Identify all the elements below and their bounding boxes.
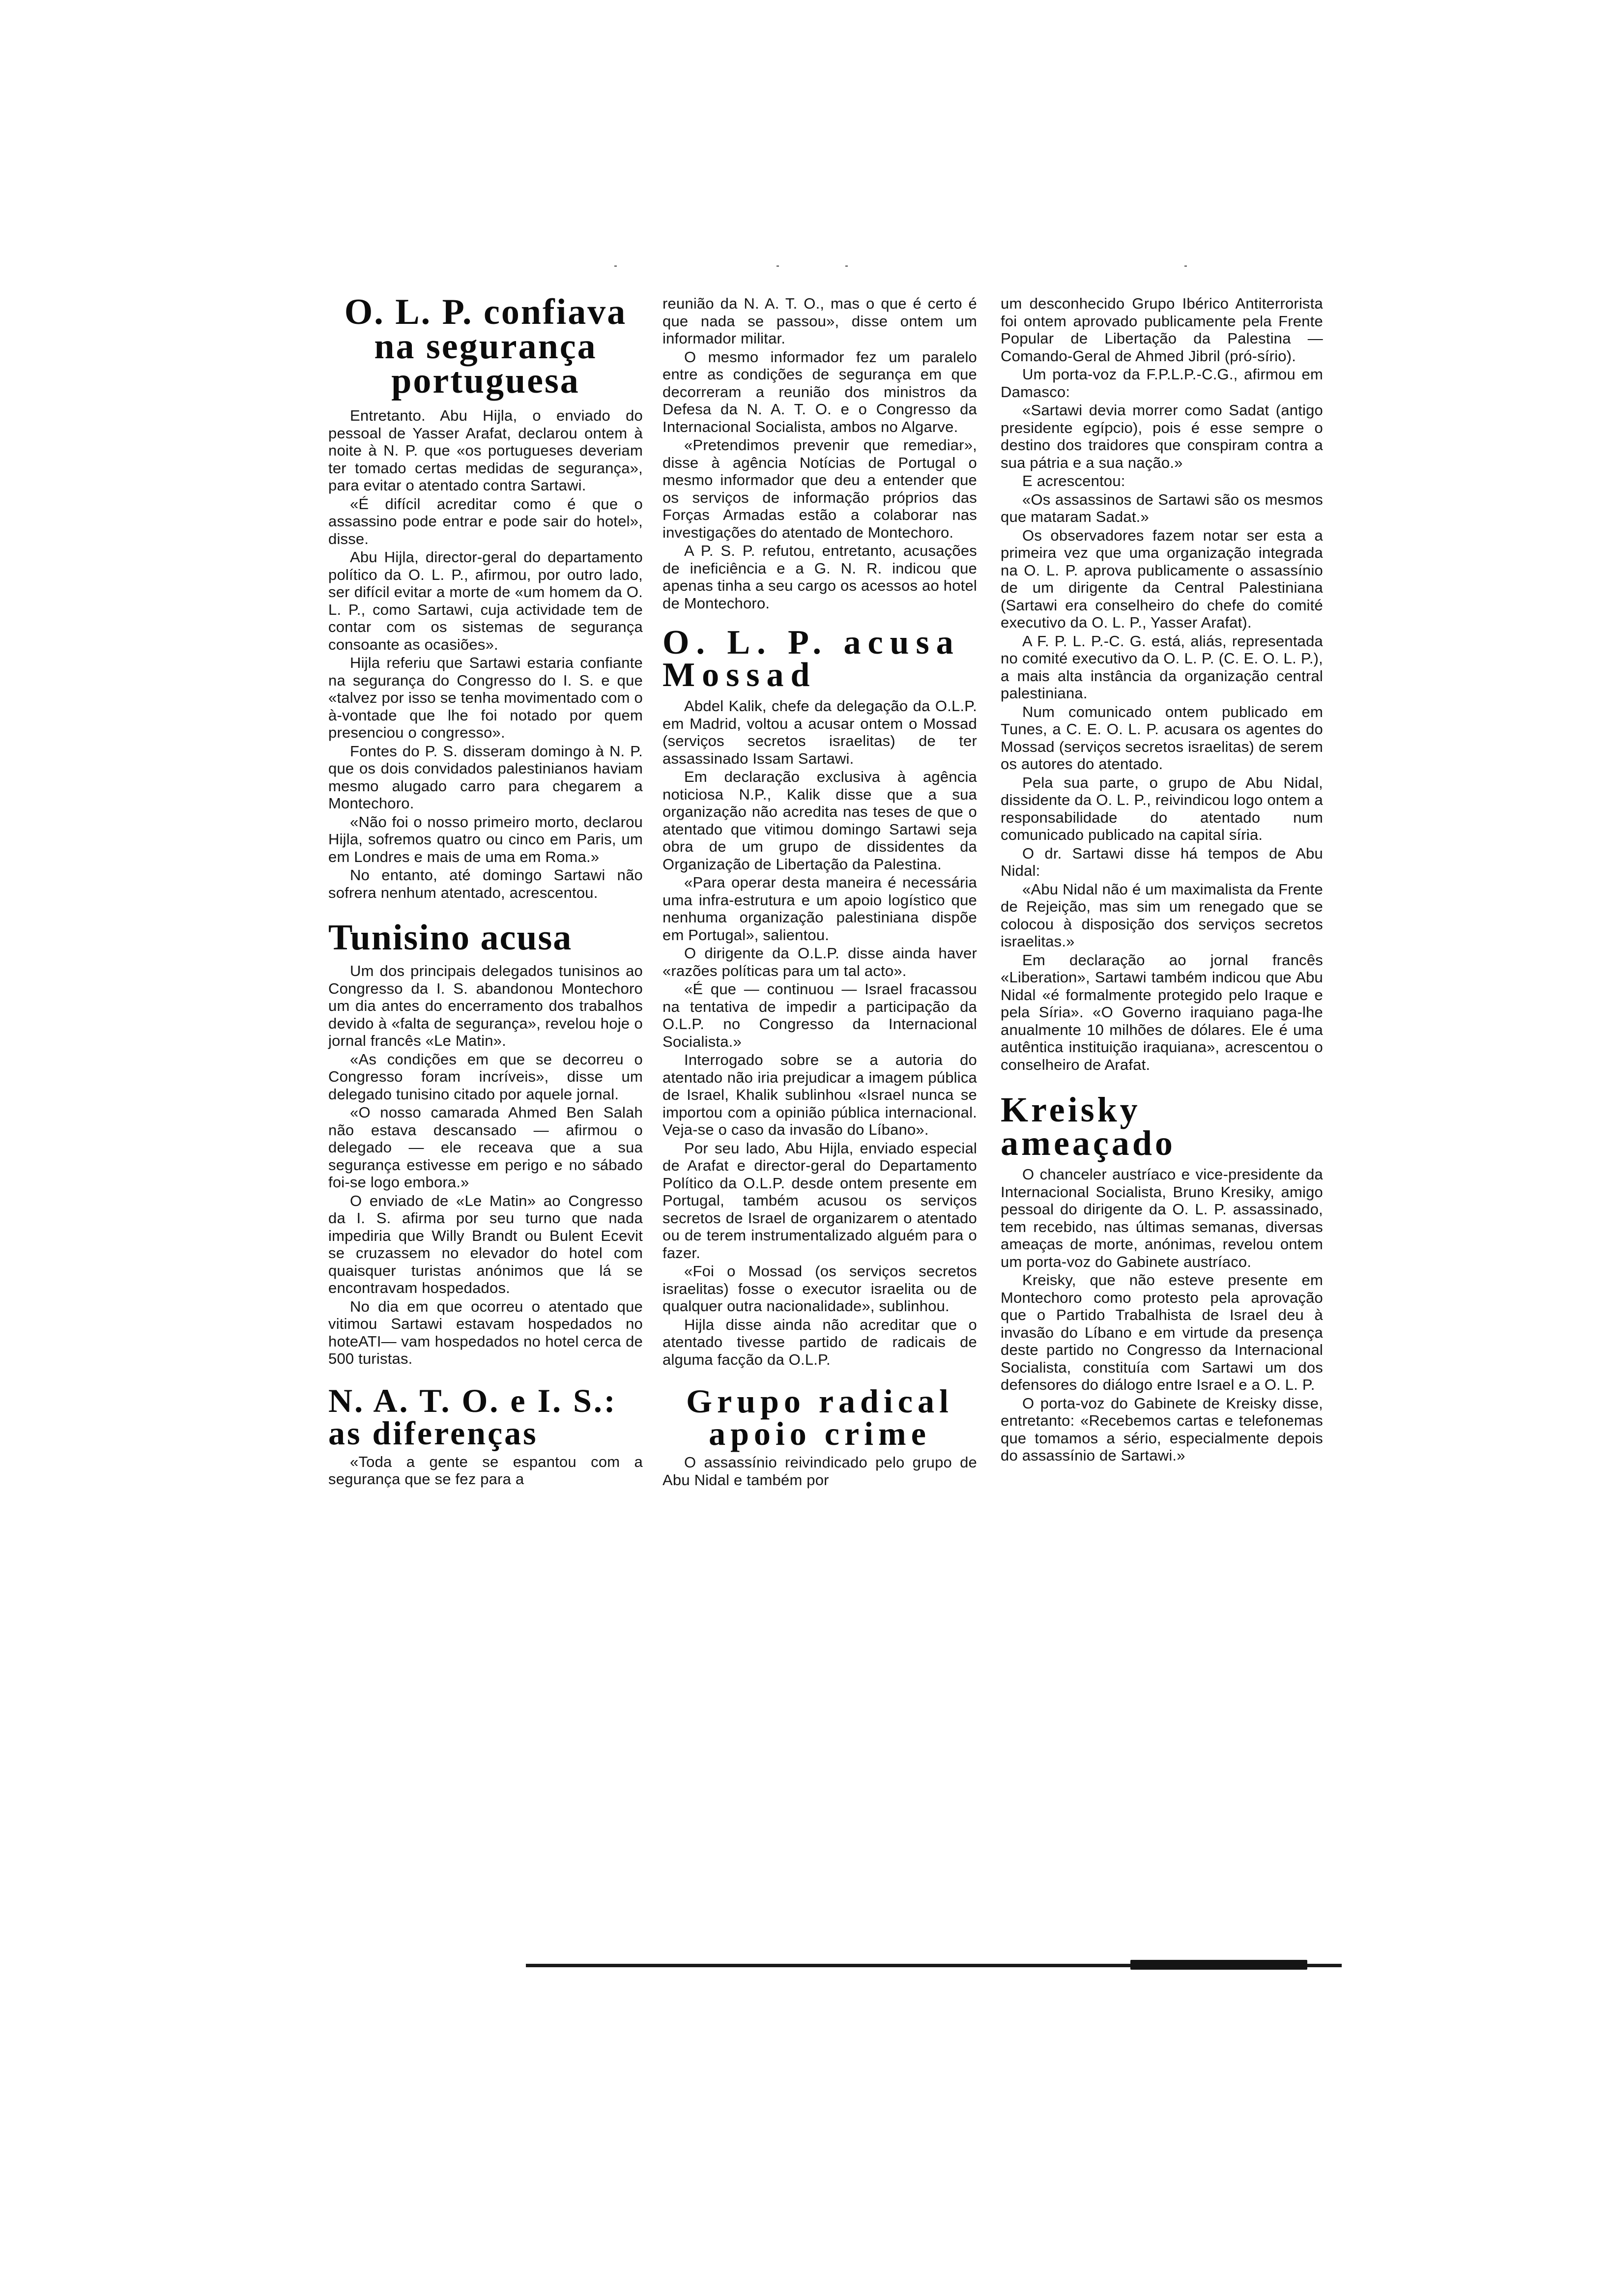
- print-speck: [777, 265, 779, 267]
- paragraph: «Sartawi devia morrer como Sadat (antigo presidente egípcio), pois é esse sempre o destino dos traidores que conspiram contra a sua pátria e a sua nação.»: [1001, 402, 1323, 471]
- paragraph: O porta-voz do Gabinete de Kreisky disse, entretanto: «Recebemos cartas e telefonemas que tomamos a sério, especialmente depois do assassínio de Sartawi.»: [1001, 1394, 1323, 1464]
- paragraph: Um dos principais delegados tunisinos ao Congresso da I. S. abandonou Montechoro um dia antes do encerramento dos trabalhos devido à «falta de segurança», revelou hoje o jornal francês «Le Matin».: [328, 962, 643, 1049]
- paragraph: «Os assassinos de Sartawi são os mesmos que mataram Sadat.»: [1001, 490, 1323, 525]
- column-2: [662, 295, 977, 1490]
- paragraph: Por seu lado, Abu Hijla, enviado especial de Arafat e director-geral do Departamento Político da O.L.P. desde ontem presente em Portugal, também acusou os serviços secretos de Israel de organizarem o atentado ou de terem instrumentalizado alguém para o fazer.: [662, 1139, 977, 1262]
- paragraph: Em declaração exclusiva à agência noticiosa N.P., Kalik disse que a sua organização não acredita nas teses de que o atentado que vitimou domingo Sartawi seja obra de um grupo de dissidentes da Organização de Libertação da Palestina.: [662, 768, 977, 873]
- paragraph: O mesmo informador fez um paralelo entre as condições de segurança em que decorreram a reunião dos ministros da Defesa da N. A. T. O. e o Congresso da Internacional Socialista, ambos no Algarve.: [662, 348, 977, 435]
- print-speck: [845, 265, 848, 267]
- column-3: [1001, 295, 1323, 1465]
- paragraph: Entretanto. Abu Hijla, o enviado do pessoal de Yasser Arafat, declarou ontem à noite à N. P. que «os portugueses deveriam ter tomado certas medidas de segurança», para evitar o atentado contra Sartawi.: [328, 407, 643, 494]
- headline-grupo-radical: Grupo radical apoio crime: [686, 1382, 953, 1452]
- paragraph: Kreisky, que não esteve presente em Montechoro como protesto pela aprovação que o Partido Trabalhista de Israel deu à invasão do Líbano e em virtude da presença deste partido no Congresso da Internacional Socialista, constituía com Sartawi um dos defensores do diálogo entre Israel e a O. L. P.: [1001, 1271, 1323, 1393]
- paragraph: «As condições em que se decorreu o Congresso foram incríveis», disse um delegado tunisino citado por aquele jornal.: [328, 1050, 643, 1103]
- paragraph: Fontes do P. S. disseram domingo à N. P. que os dois convidados palestinianos haviam mesmo alugado carro para chegarem a Montechoro.: [328, 742, 643, 812]
- paragraph: O chanceler austríaco e vice-presidente da Internacional Socialista, Bruno Kresiky, amigo pessoal do dirigente da O. L. P. assassinado, tem recebido, nas últimas semanas, diversas ameaças de morte, anónimas, revelou ontem um porta-voz do Gabinete austríaco.: [1001, 1166, 1323, 1270]
- article-olp-confiava-body: [328, 407, 643, 901]
- article-mossad-body: [662, 697, 977, 1368]
- paragraph: um desconhecido Grupo Ibérico Antiterrorista foi ontem aprovado publicamente pela Frente Popular de Libertação da Palestina — Comando-Geral de Ahmed Jibril (pró-sírio).: [1001, 295, 1323, 365]
- paragraph: Em declaração ao jornal francês «Liberation», Sartawi também indicou que Abu Nidal «é formalmente protegido pelo Iraque e pela Síria». «O Governo iraquiano paga-lhe anualmente 10 milhões de dólares. Ele é uma autêntica instituição iraquiana», acrescentou o conselheiro de Arafat.: [1001, 951, 1323, 1073]
- paragraph: No entanto, até domingo Sartawi não sofrera nenhum atentado, acrescentou.: [328, 866, 643, 901]
- paragraph: Abu Hijla, director-geral do departamento político da O. L. P., afirmou, por outro lado, ser difícil evitar a morte de «um homem da O. L. P., como Sartawi, cuja actividade tem de contar com os sistemas de segurança consoante as ocasiões».: [328, 548, 643, 653]
- headline-nato-is: N. A. T. O. e I. S.: as diferenças: [328, 1381, 617, 1452]
- paragraph: O assassínio reivindicado pelo grupo de Abu Nidal e também por: [662, 1454, 977, 1489]
- paragraph: Um porta-voz da F.P.L.P.-C.G., afirmou em Damasco:: [1001, 366, 1323, 401]
- headline-olp-acusa-mossad: O. L. P. acusa Mossad: [662, 624, 960, 694]
- headline-kreisky-ameacado: Kreisky ameaçado: [1001, 1090, 1176, 1163]
- paragraph: Hijla referiu que Sartawi estaria confiante na segurança do Congresso do I. S. e que «talvez por isso se tenha movimentado com o à-vontade que lhe foi notado por quem presenciou o congresso».: [328, 654, 643, 741]
- paragraph: A F. P. L. P.-C. G. está, aliás, representada no comité executivo da O. L. P. (C. E. O. L. P.), a mais alta instância da organização central palestiniana.: [1001, 632, 1323, 702]
- article-tunisino-body: [328, 962, 643, 1368]
- print-speck: [1184, 265, 1187, 267]
- paragraph: O dr. Sartawi disse há tempos de Abu Nidal:: [1001, 844, 1323, 879]
- paragraph: «Toda a gente se espantou com a segurança que se fez para a: [328, 1453, 643, 1488]
- article-nato-body-cont: [662, 295, 977, 612]
- paragraph: «Pretendimos prevenir que remediar», disse à agência Notícias de Portugal o mesmo informador que deu a entender que os serviços de informação próprios das Forças Armadas estão a colaborar nas investigações do atentado de Montechoro.: [662, 436, 977, 541]
- article-nato-body-start: [328, 1453, 643, 1488]
- paragraph: A P. S. P. refutou, entretanto, acusações de ineficiência e a G. N. R. indicou que apenas tinha a seu cargo os acessos ao hotel de Montechoro.: [662, 542, 977, 612]
- paragraph: Hijla disse ainda não acreditar que o atentado tivesse partido de radicais de alguma facção da O.L.P.: [662, 1316, 977, 1368]
- paragraph: Os observadores fazem notar ser esta a primeira vez que uma organização integrada na O. L. P. aprova publicamente o assassínio de um dirigente da Central Palestiniana (Sartawi era conselheiro do chefe do comité executivo da O. L. P., Yasser Arafat).: [1001, 526, 1323, 631]
- paragraph: Pela sua parte, o grupo de Abu Nidal, dissidente da O. L. P., reivindicou logo ontem a responsabilidade do atentado num comunicado publicado na capital síria.: [1001, 774, 1323, 843]
- ink-blot: [1130, 1960, 1307, 1970]
- headline-tunisino-acusa: Tunisino acusa: [328, 918, 573, 958]
- headline-olp-confiava: O. L. P. confiava na segurança portuguesa: [344, 292, 627, 401]
- paragraph: Abdel Kalik, chefe da delegação da O.L.P. em Madrid, voltou a acusar ontem o Mossad (serviços secretos israelitas) de ter assassinado Issam Sartawi.: [662, 697, 977, 767]
- paragraph: «O nosso camarada Ahmed Ben Salah não estava descansado — afirmou o delegado — ele receava que a sua segurança estivesse em perigo e no sábado foi-se logo embora.»: [328, 1104, 643, 1191]
- paragraph: O enviado de «Le Matin» ao Congresso da I. S. afirma por seu turno que nada impediria que Willy Brandt ou Bulent Ecevit se cruzassem no elevador do hotel com quaisquer turistas anónimos que lá se encontravam hospedados.: [328, 1192, 643, 1296]
- paragraph: E acrescentou:: [1022, 472, 1125, 489]
- paragraph: O dirigente da O.L.P. disse ainda haver «razões políticas para um tal acto».: [662, 945, 977, 979]
- paragraph: reunião da N. A. T. O., mas o que é certo é que nada se passou», disse ontem um informador militar.: [662, 295, 977, 347]
- paragraph: No dia em que ocorreu o atentado que vitimou Sartawi estavam hospedados no hoteATI— vam hospedados no hotel cerca de 500 turistas.: [328, 1297, 643, 1367]
- article-grupo-body-start: [662, 1454, 977, 1489]
- paragraph: Num comunicado ontem publicado em Tunes, a C. E. O. L. P. acusara os agentes do Mossad (serviços secretos israelitas) de serem os autores do atentado.: [1001, 703, 1323, 773]
- column-1: [328, 292, 643, 1489]
- paragraph: Interrogado sobre se a autoria do atentado não iria prejudicar a imagem pública de Israel, Khalik sublinhou «Israel nunca se importou com a opinião pública internacional. Veja-se o caso da invasão do Líbano».: [662, 1051, 977, 1138]
- paragraph: «Foi o Mossad (os serviços secretos israelitas) fosse o executor israelita ou de qualquer outra nacionalidade», sublinhou.: [662, 1263, 977, 1315]
- paragraph: «Não foi o nosso primeiro morto, declarou Hijla, sofremos quatro ou cinco em Paris, um em Londres e mais de uma em Roma.»: [328, 813, 643, 865]
- article-grupo-body-cont: [1001, 295, 1323, 1073]
- paragraph: «Para operar desta maneira é necessária uma infra-estrutura e um apoio logístico que nenhuma organização palestiniana dispõe em Portugal», salientou.: [662, 874, 977, 944]
- paragraph: «É que — continuou — Israel fracassou na tentativa de impedir a participação da O.L.P. no Congresso da Internacional Socialista.»: [662, 980, 977, 1050]
- paragraph: «Abu Nidal não é um maximalista da Frente de Rejeição, mas sim um renegado que se colocou à disposição dos serviços secretos israelitas.»: [1001, 880, 1323, 950]
- article-kreisky-body: [1001, 1166, 1323, 1464]
- print-speck: [614, 265, 617, 267]
- paragraph: «É difícil acreditar como é que o assassino pode entrar e pode sair do hotel», disse.: [328, 495, 643, 547]
